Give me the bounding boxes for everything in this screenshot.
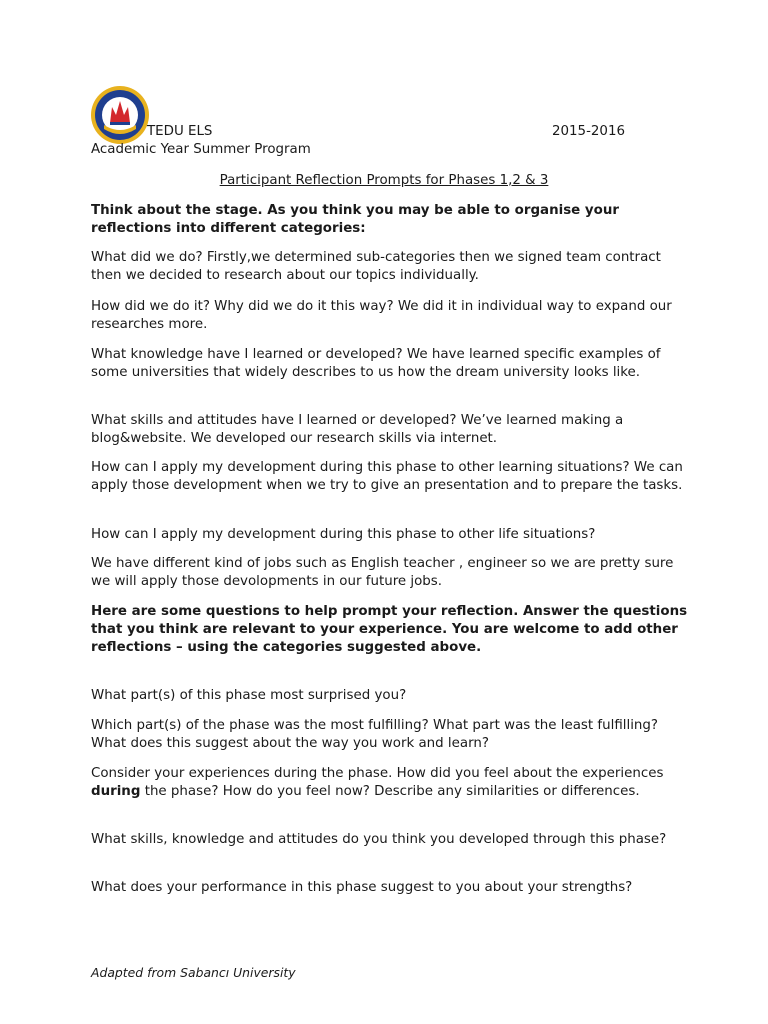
footer-credit: Adapted from Sabancı University (91, 965, 296, 980)
document-title: Participant Reflection Prompts for Phases 1,2 & 3 (219, 173, 549, 188)
answer-paragraph: How can I apply my development during this phase to other learning situations? We can apply those development when we try to give an presentation and to prepare the tasks. (91, 460, 683, 493)
header-program: Academic Year Summer Program (91, 142, 311, 157)
question-paragraph: Which part(s) of the phase was the most fulfilling? What part was the least fulfilling? What does this suggest about the way you work and learn? (91, 718, 659, 751)
emphasis-during: during (91, 784, 141, 799)
question-text: the phase? How do you feel now? Describe any similarities or differences. (140, 784, 640, 799)
answer-paragraph: How can I apply my development during this phase to other life situations? (91, 527, 596, 542)
answer-paragraph: How did we do it? Why did we do it this way? We did it in individual way to expand our researches more. (91, 299, 672, 332)
answer-paragraph: What did we do? Firstly,we determined sub-categories then we signed team contract then we decided to research about our topics individually. (91, 250, 661, 283)
prompt-heading: Here are some questions to help prompt your reflection. Answer the questions that you think are relevant to your experience. You are welcome to add other reflections – using the categories suggested above. (91, 604, 688, 655)
tedu-logo (90, 85, 150, 145)
question-paragraph (91, 765, 691, 801)
answer-paragraph: What skills and attitudes have I learned or developed? We’ve learned making a blog&website. We developed our research skills via internet. (91, 413, 624, 446)
header-org: TEDU ELS (147, 124, 213, 139)
question-paragraph: What does your performance in this phase suggest to you about your strengths? (91, 880, 633, 895)
header-year: 2015-2016 (552, 124, 625, 139)
question-text: Consider your experiences during the phase. How did you feel about the experiences (91, 766, 664, 781)
question-paragraph: What part(s) of this phase most surprised you? (91, 688, 407, 703)
answer-paragraph: What knowledge have I learned or developed? We have learned specific examples of some universities that widely describes to us how the dream university looks like. (91, 347, 661, 380)
answer-paragraph: We have different kind of jobs such as English teacher , engineer so we are pretty sure we will apply those devolopments in our future jobs. (91, 556, 674, 589)
intro-heading: Think about the stage. As you think you may be able to organise your reflections into different categories: (91, 203, 619, 236)
question-paragraph: What skills, knowledge and attitudes do you think you developed through this phase? (91, 832, 667, 847)
